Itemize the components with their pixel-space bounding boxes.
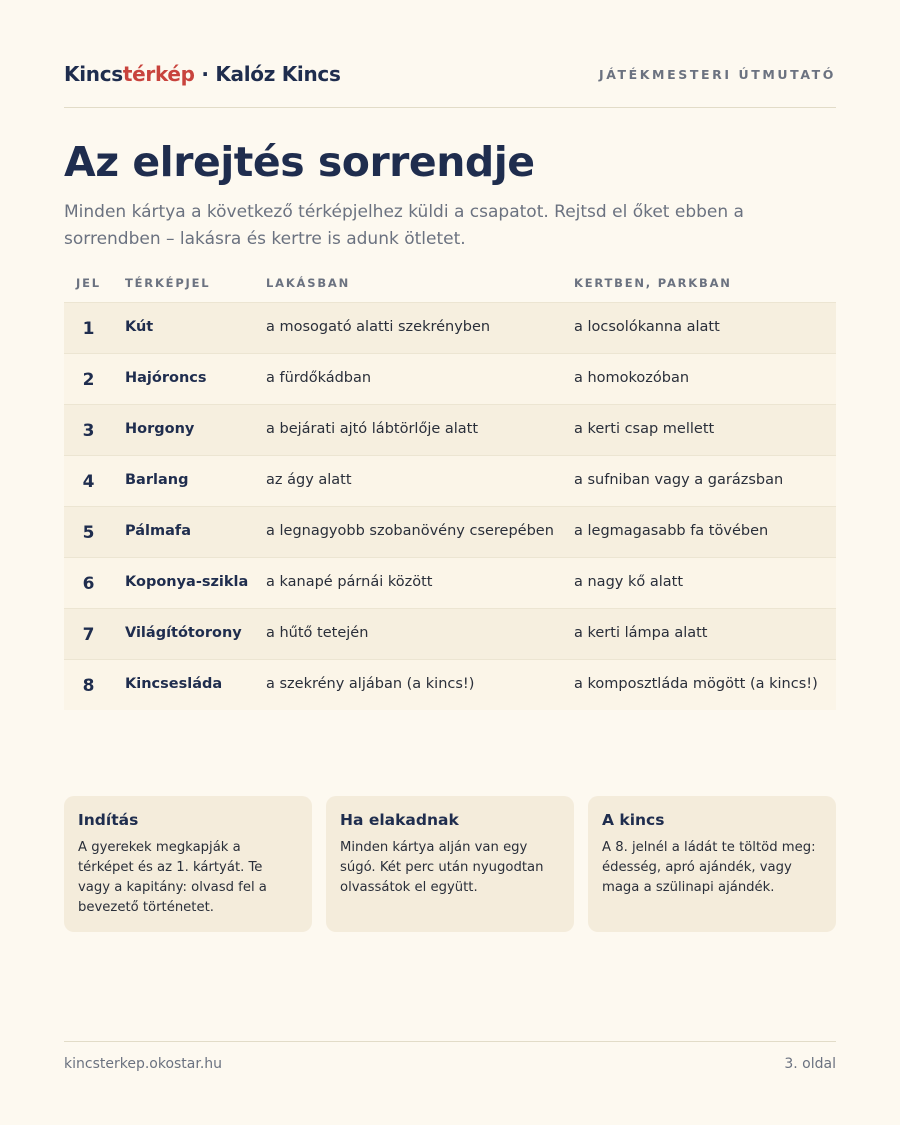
table-row	[64, 558, 836, 609]
row-garden: a nagy kő alatt	[574, 574, 684, 590]
guide-label: JÁTÉKMESTERI ÚTMUTATÓ	[598, 66, 836, 82]
header-divider	[64, 107, 836, 108]
row-home: a mosogató alatti szekrényben	[266, 319, 491, 335]
brand-separator: ·	[194, 62, 216, 86]
page-title: Az elrejtés sorrendje	[64, 138, 535, 186]
row-home: a kanapé párnái között	[266, 574, 433, 590]
card-text: Minden kártya alján van egy súgó. Két perc után nyugodtan olvassátok el együtt.	[340, 840, 544, 895]
row-symbol: Barlang	[125, 472, 189, 488]
brand-game: Kalóz Kincs	[215, 62, 341, 86]
row-number: 2	[82, 370, 95, 390]
row-garden: a kerti lámpa alatt	[574, 625, 708, 641]
row-number: 3	[82, 421, 95, 441]
table-header-row	[64, 270, 836, 303]
hiding-order-table	[64, 270, 836, 710]
brand-part1: Kincs	[64, 62, 123, 86]
row-home: a hűtő tetején	[266, 625, 369, 641]
column-header-jel: JEL	[76, 276, 101, 290]
row-number: 6	[82, 574, 95, 594]
row-garden: a kerti csap mellett	[574, 421, 715, 437]
table-row	[64, 354, 836, 405]
column-header-symbol: TÉRKÉPJEL	[125, 276, 211, 290]
footer-url: kincsterkep.okostar.hu	[64, 1056, 223, 1072]
row-symbol: Világítótorony	[125, 625, 242, 641]
row-number: 8	[82, 676, 95, 696]
footer	[64, 1056, 836, 1072]
table-row	[64, 660, 836, 711]
row-symbol: Hajóroncs	[125, 370, 207, 386]
info-cards	[64, 796, 836, 932]
table-row	[64, 456, 836, 507]
column-header-home: LAKÁSBAN	[266, 276, 351, 290]
table-row	[64, 303, 836, 354]
row-home: a szekrény aljában (a kincs!)	[266, 676, 475, 692]
intro-text: Minden kártya a következő térképjelhez küldi a csapatot. Rejtsd el őket ebben a sorrendben – lakásra és kertre is adunk ötletet.	[64, 202, 744, 249]
row-symbol: Kincsesláda	[125, 676, 223, 692]
row-symbol: Horgony	[125, 421, 195, 437]
row-number: 5	[82, 523, 95, 543]
row-number: 1	[82, 319, 95, 339]
table-row	[64, 405, 836, 456]
row-symbol: Kút	[125, 319, 154, 335]
row-symbol: Pálmafa	[125, 523, 191, 539]
card-title: Indítás	[78, 811, 139, 829]
brand-part2: térkép	[122, 62, 195, 86]
row-number: 7	[82, 625, 95, 645]
page-number: 3. oldal	[784, 1056, 836, 1072]
card-start	[64, 796, 312, 932]
row-garden: a komposztláda mögött (a kincs!)	[574, 676, 818, 692]
row-garden: a locsolókanna alatt	[574, 319, 720, 335]
table-row	[64, 609, 836, 660]
row-symbol: Koponya-szikla	[125, 574, 249, 590]
row-home: a bejárati ajtó lábtörlője alatt	[266, 421, 479, 437]
header	[64, 58, 836, 90]
table-row	[64, 507, 836, 558]
row-number: 4	[82, 472, 95, 492]
card-title: A kincs	[602, 811, 665, 829]
column-header-garden: KERTBEN, PARKBAN	[574, 276, 732, 290]
row-garden: a sufniban vagy a garázsban	[574, 472, 784, 488]
card-text: A gyerekek megkapják a térképet és az 1. kártyát. Te vagy a kapitány: olvasd fel a bevezető történetet.	[78, 840, 267, 915]
row-home: a legnagyobb szobanövény cserepében	[266, 523, 554, 539]
card-text: A 8. jelnél a ládát te töltöd meg: édesség, apró ajándék, vagy maga a szülinapi ajándék.	[602, 840, 816, 895]
card-stuck	[326, 796, 574, 932]
card-title: Ha elakadnak	[340, 811, 459, 829]
footer-divider	[64, 1041, 836, 1042]
row-garden: a legmagasabb fa tövében	[574, 523, 769, 539]
brand-logo	[64, 62, 341, 86]
row-home: az ágy alatt	[266, 472, 352, 488]
row-home: a fürdőkádban	[266, 370, 372, 386]
card-treasure	[588, 796, 836, 932]
row-garden: a homokozóban	[574, 370, 690, 386]
